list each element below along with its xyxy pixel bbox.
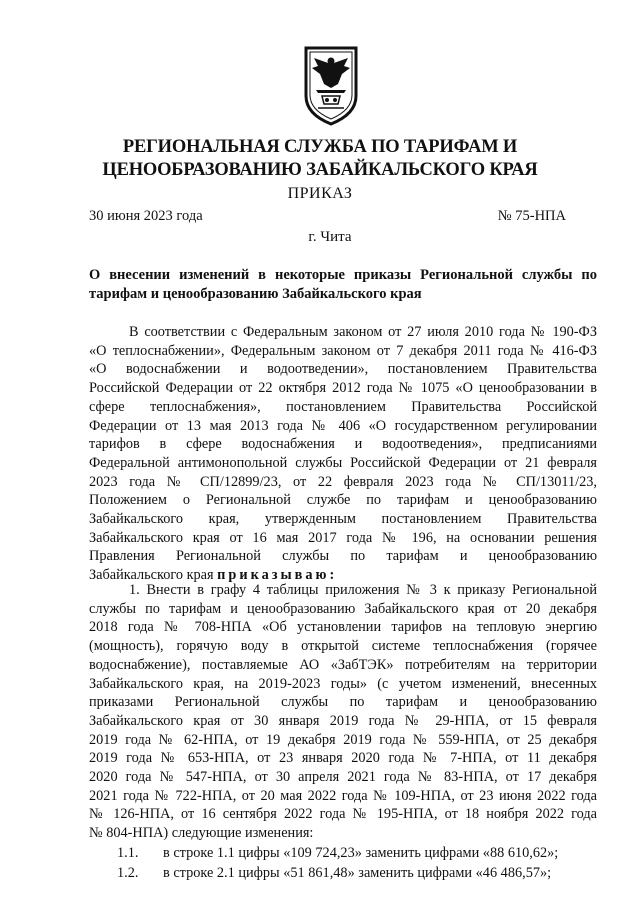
item-line: 2019 года № 653-НПА, от 23 января 2020 года № 7-НПА, от 11 декабря xyxy=(89,750,597,767)
preamble-line: «О водоснабжении и водоотведении», постановлением Правительства xyxy=(89,361,597,378)
document-subject xyxy=(89,266,597,304)
item-line: 2018 года № 708-НПА «Об установлении тарифов на тепловую энергию xyxy=(89,619,597,636)
preamble-line: Забайкальского края, утвержденным постановлением Правительства xyxy=(89,511,597,528)
subject-line: тарифам и ценообразованию Забайкальского края xyxy=(89,286,422,302)
item-line: (мощность), горячую воду в открытой системе теплоснабжения (горячее xyxy=(89,638,597,655)
item-line: Забайкальского края от 30 января 2019 года № 29-НПА, от 15 февраля xyxy=(89,712,597,729)
document-type: ПРИКАЗ xyxy=(287,185,353,202)
document-number: № 75-НПА xyxy=(497,208,566,224)
preamble-line: тарифов в сфере водоснабжения и водоотведения», предписаниями xyxy=(89,436,597,453)
item-line: 1. Внести в графу 4 таблицы приложения № 3 к приказу Региональной xyxy=(129,582,597,598)
preamble-line: Положением о Региональной службе по тарифам и ценообразованию xyxy=(89,492,597,509)
item-line: Забайкальского края, на 2019-2023 годы» (с учетом изменений, внесенных xyxy=(89,675,597,692)
preamble-line: Забайкальского края от 16 мая 2017 года № 196, на основании решения xyxy=(89,529,597,546)
item-line: водоснабжение), поставляемые АО «ЗабТЭК» потребителям на территории xyxy=(89,656,597,673)
item-line: приказами Региональной службы по тарифам и ценообразованию xyxy=(89,694,597,711)
subitem-text: в строке 2.1 цифры «51 861,48» заменить цифрами «46 486,57»; xyxy=(163,865,552,881)
organization-name xyxy=(0,136,640,182)
preamble-line: 2023 года № СП/12899/23, от 22 февраля 2023 года № СП/13011/23, xyxy=(89,473,597,490)
preamble-line: Правления Региональной службы по тарифам и ценообразованию xyxy=(89,548,597,565)
coat-of-arms-emblem xyxy=(300,44,362,126)
organization-name-line-1: РЕГИОНАЛЬНАЯ СЛУЖБА ПО ТАРИФАМ И xyxy=(122,137,518,157)
preamble-line: Федерации от 13 мая 2013 года № 406 «О государственном регулировании xyxy=(89,417,597,434)
subject-line: О внесении изменений в некоторые приказы Региональной службы по xyxy=(89,267,597,283)
subitem-number: 1.1. xyxy=(117,845,139,861)
order-item-1 xyxy=(89,581,597,843)
preamble-line: В соответствии с Федеральным законом от 27 июля 2010 года № 190-ФЗ xyxy=(129,324,597,340)
preamble-paragraph xyxy=(89,323,597,585)
preamble-line: Российской Федерации от 22 октября 2012 года № 1075 «О ценообразовании в xyxy=(89,380,597,397)
subitem-text: в строке 1.1 цифры «109 724,23» заменить цифрами «88 610,62»; xyxy=(163,845,559,861)
item-line: 2019 года № 62-НПА, от 19 декабря 2019 года № 559-НПА, от 25 декабря xyxy=(89,731,597,748)
preamble-line: «О теплоснабжении», Федеральным законом от 7 декабря 2011 года № 416-ФЗ xyxy=(89,342,597,359)
subitem-number: 1.2. xyxy=(117,865,139,881)
item-line: № 126-НПА, от 16 сентября 2022 года № 195-НПА, от 18 ноября 2022 года xyxy=(89,806,597,823)
preamble-line-text: Забайкальского края xyxy=(89,567,218,584)
document-date: 30 июня 2023 года xyxy=(89,208,203,224)
document-city: г. Чита xyxy=(308,229,352,245)
item-line: № 804-НПА) следующие изменения: xyxy=(89,825,314,842)
item-line: 2021 года № 722-НПА, от 20 мая 2022 года № 109-НПА, от 23 июня 2022 года xyxy=(89,787,597,804)
preamble-line: Федеральной антимонопольной службы Российской Федерации от 21 февраля xyxy=(89,454,597,471)
order-keyword: приказываю: xyxy=(217,567,338,584)
preamble-line: сфере теплоснабжения», постановлением Правительства Российской xyxy=(89,398,597,415)
item-line: службы по тарифам и ценообразованию Забайкальского края от 20 декабря xyxy=(89,600,597,617)
organization-name-line-2: ЦЕНООБРАЗОВАНИЮ ЗАБАЙКАЛЬСКОГО КРАЯ xyxy=(102,160,538,180)
item-line: 2020 года № 547-НПА, от 30 апреля 2021 года № 83-НПА, от 17 декабря xyxy=(89,769,597,786)
